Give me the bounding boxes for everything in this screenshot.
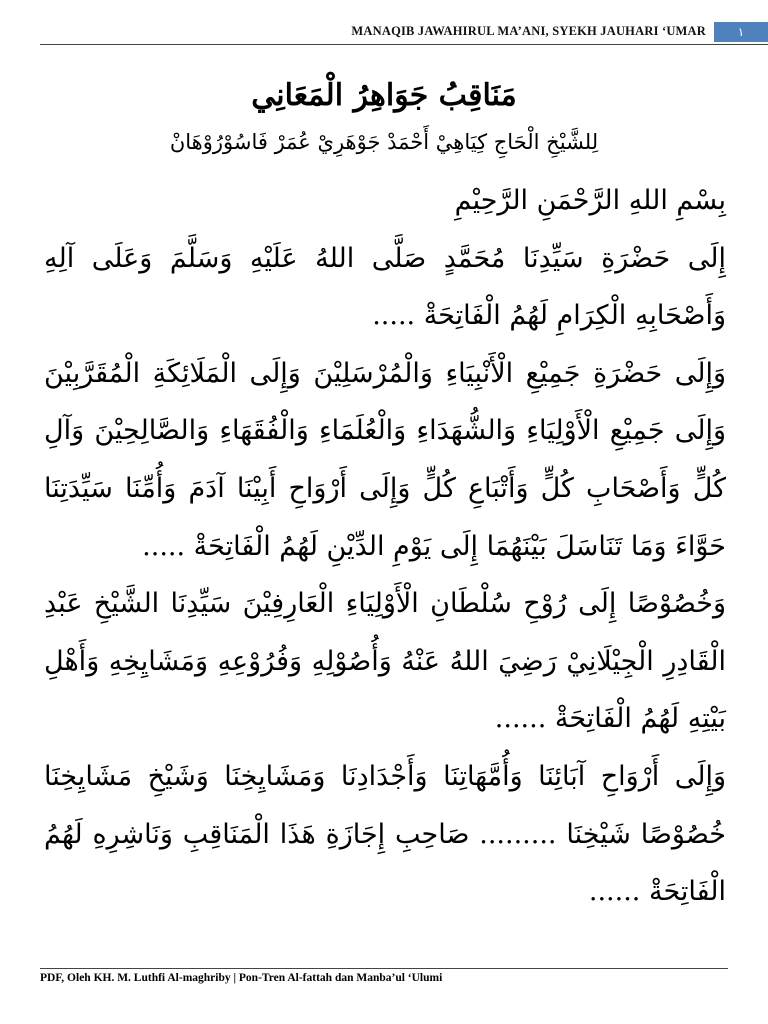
page-header [40, 22, 768, 44]
document-body [44, 172, 726, 921]
paragraph: إِلَى حَضْرَةِ سَيِّدِنَا مُحَمَّدٍ صَلَّى اللهُ عَلَيْهِ وَسَلَّمَ وَعَلَى آلِهِ وَأَصْحَابِهِ الْكِرَامِ لَهُمُ الْفَاتِحَةْ ..... [44, 242, 726, 332]
basmala: بِسْمِ اللهِ الرَّحْمَنِ الرَّحِيْمِ [454, 185, 726, 216]
footer-divider [40, 968, 728, 969]
page-footer [40, 968, 728, 984]
document-subtitle: لِلشَّيْخِ الْحَاجِ كِيَاهِيْ أَحْمَدْ جَوْهَرِيْ عُمَرْ فَاسُوْرُوْهَانْ [169, 130, 599, 154]
page-number-badge: ١ [714, 22, 768, 42]
running-title: MANAQIB JAWAHIRUL MA’ANI, SYEKH JAUHARI ‘UMAR [351, 24, 706, 38]
paragraph: وَإِلَى أَرْوَاحِ آبَائِنَا وَأُمَّهَاتِنَا وَأَجْدَادِنَا وَمَشَايِخِنَا وَشَيْخِ مَشَايِخِنَا خُصُوْصًا شَيْخِنَا ......... صَاحِبِ إِجَازَةِ هَذَا الْمَنَاقِبِ وَنَاشِرِهِ لَهُمُ الْفَاتِحَةْ ...... [44, 760, 726, 908]
footer-credit: PDF, Oleh KH. M. Luthfi Al-maghriby | Pon-Tren Al-fattah dan Manba’ul ‘Ulumi [40, 972, 443, 984]
document-title: مَنَاقِبُ جَوَاهِرُ الْمَعَانِي [251, 78, 517, 113]
paragraph: وَخُصُوْصًا إِلَى رُوْحِ سُلْطَانِ الْأَوْلِيَاءِ الْعَارِفِيْنَ سَيِّدِنَا الشَّيْخِ عَبْدِ الْقَادِرِ الْجِيْلَانِيْ رَضِيَ اللهُ عَنْهُ وَأُصُوْلِهِ وَفُرُوْعِهِ وَمَشَايِخِهِ وَأَهْلِ بَيْتِهِ لَهُمُ الْفَاتِحَةْ ...... [44, 588, 726, 735]
paragraph: وَإِلَى حَضْرَةِ جَمِيْعِ الْأَنْبِيَاءِ وَالْمُرْسَلِيْنَ وَإِلَى الْمَلَائِكَةِ الْمُقَرَّبِيْنَ وَإِلَى جَمِيْعِ الْأَوْلِيَاءِ وَالشُّهَدَاءِ وَالْعُلَمَاءِ وَالْفُقَهَاءِ وَالصَّالِحِيْنَ وَآلِ كُلٍّ وَأَصْحَابِ كُلٍّ وَأَتْبَاعِ كُلٍّ وَإِلَى أَرْوَاحِ أَبِيْنَا آدَمَ وَأُمِّنَا سَيِّدَتِنَا حَوَّاءَ وَمَا تَنَاسَلَ بَيْنَهُمَا إِلَى يَوْمِ الدِّيْنِ لَهُمُ الْفَاتِحَةْ ..... [44, 357, 726, 562]
header-divider [40, 44, 768, 45]
